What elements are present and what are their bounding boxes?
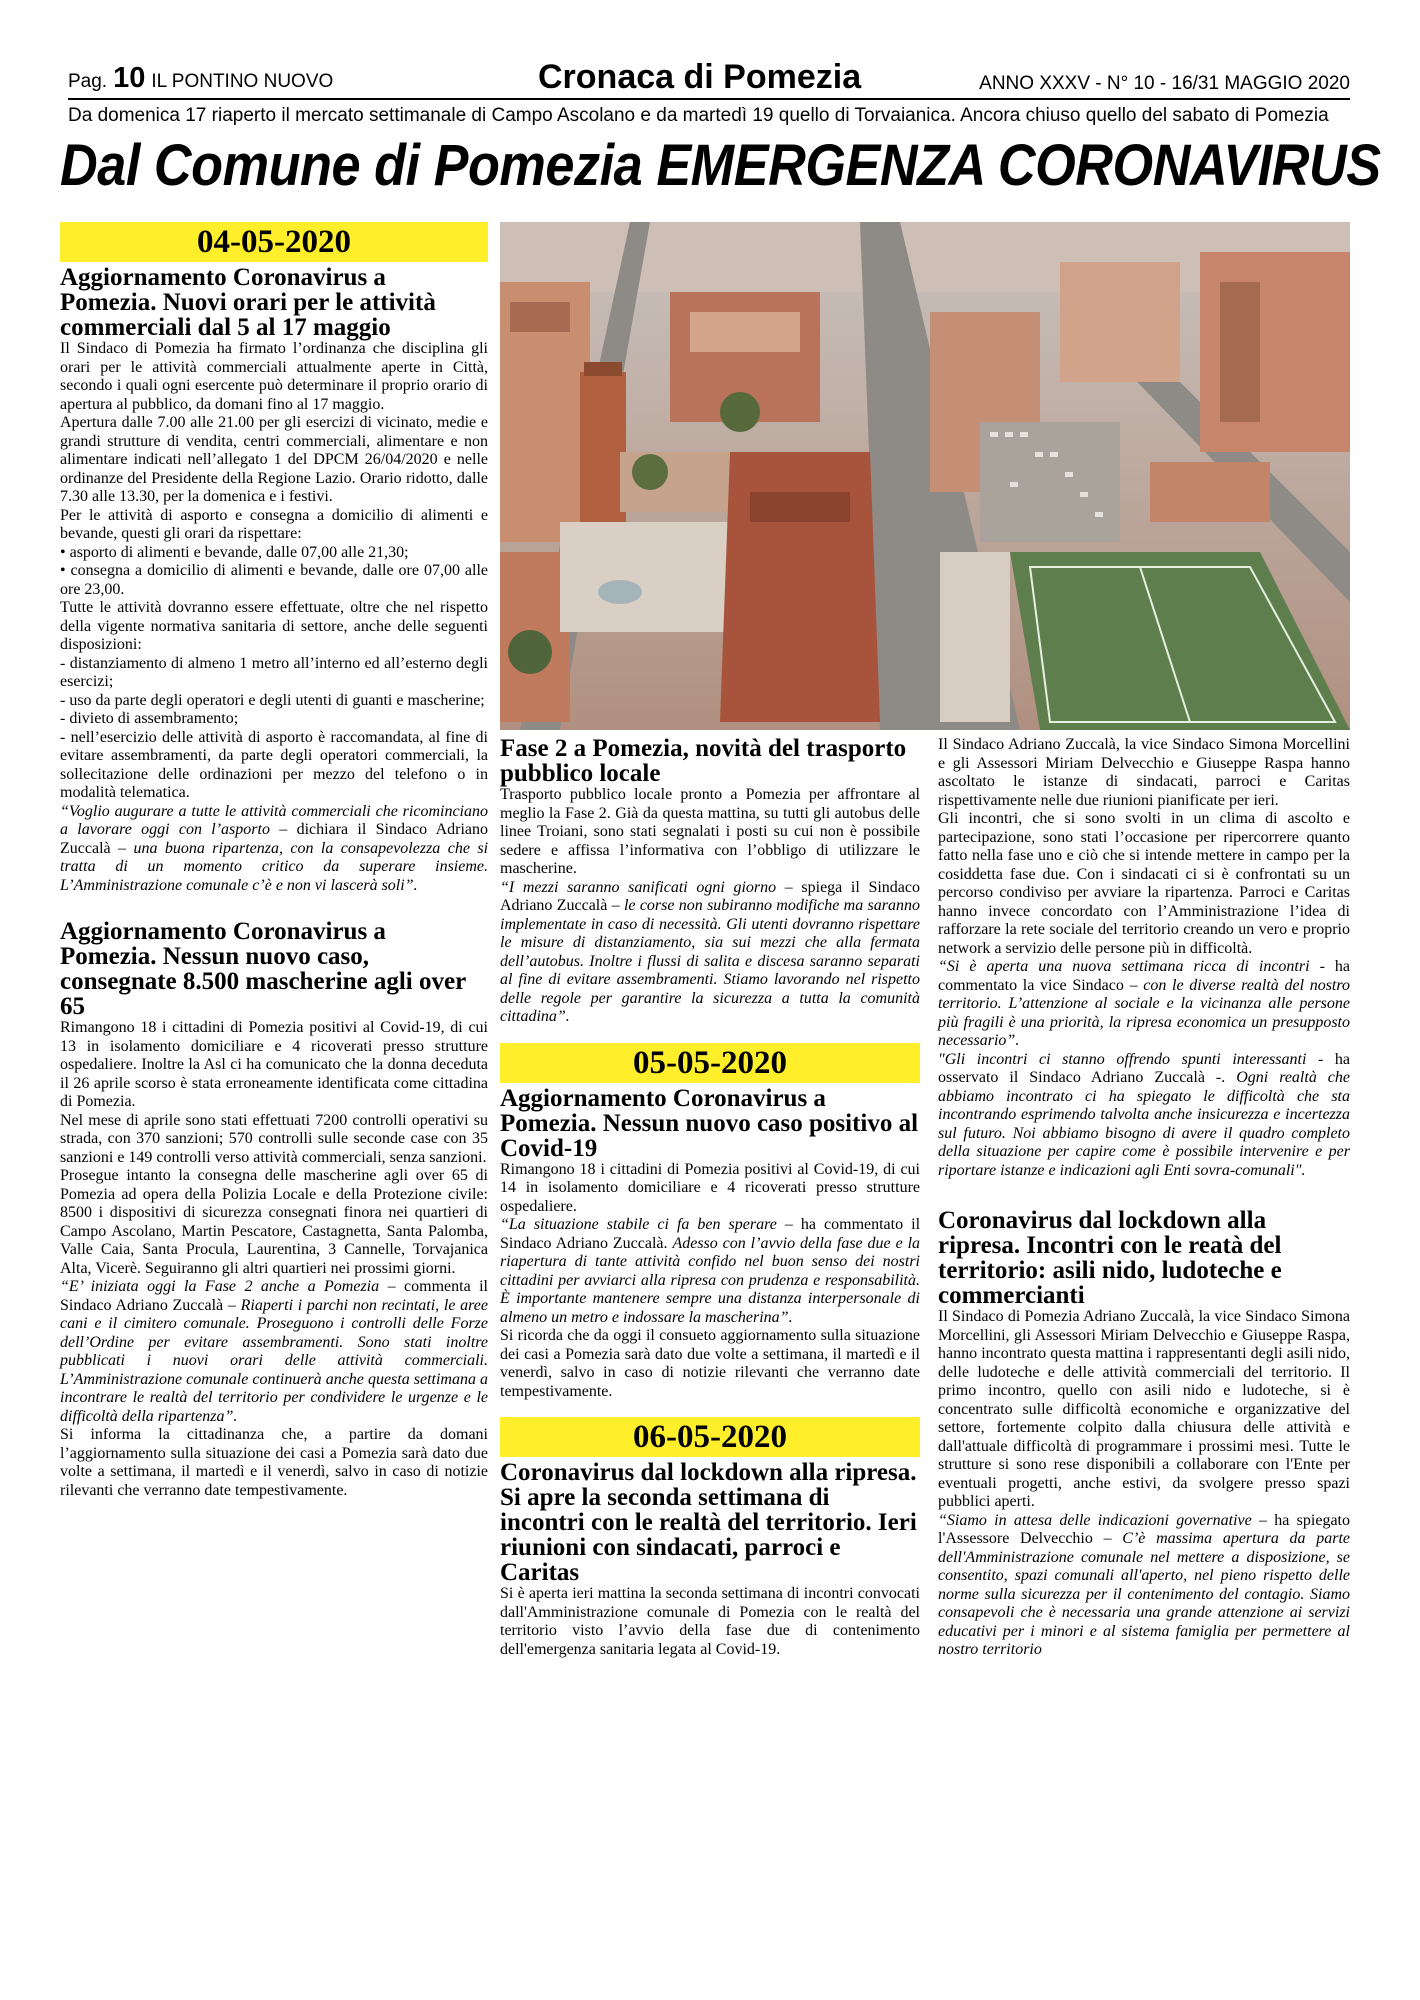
paragraph: Il Sindaco di Pomezia Adriano Zuccalà, la vice Sindaco Simona Morcellini, gli Assessori Miriam Delvecchio e Giuseppe Raspa, hanno incontrato questa mattina i rappresentanti degli asili nido, delle ludoteche e delle attività commerciali del territorio. Il primo incontro, quello con asili nido e ludoteche, si è concentrato sulle difficoltà economiche e organizzative del settore, fortemente colpito dalla chiusura delle attività e dall'attuale difficoltà di programmare i prossimi mesi. Tutte le strutture si sono rese disponibili a collaborare con l'Ente per eventuali progetti, anche estivi, da svolgere presso spazi pubblici aperti. bbox=[938, 1308, 1350, 1510]
issue-info: ANNO XXXV - N° 10 - 16/31 MAGGIO 2020 bbox=[979, 73, 1350, 94]
paragraph: Si è aperta ieri mattina la seconda settimana di incontri convocati dall'Amministrazione comunale di Pomezia con le realtà del territorio visto l’avvio della fase due di contenimento dell'emergenza sanitaria legata al Covid-19. bbox=[500, 1585, 920, 1658]
paragraph: Rimangono 18 i cittadini di Pomezia positivi al Covid-19, di cui 14 in isolamento domiciliare e 4 ricoverati presso strutture ospedaliere. bbox=[500, 1160, 920, 1215]
masthead bbox=[68, 58, 1350, 100]
quote-paragraph: “Voglio augurare a tutte le attività commerciali che ricominciano a lavorare oggi con l’asporto – dichiara il Sindaco Adriano Zuccalà – una buona ripartenza, con la consapevolezza che si tratta di un momento critico da superare insieme. L’Amministrazione comunale c’è e non vi lascerà soli”. bbox=[60, 802, 489, 894]
quote-paragraph: “Siamo in attesa delle indicazioni governative – ha spiegato l'Assessore Delvecchio – C’è massima apertura da parte dell'Amministrazione comunale nel mettere a disposizione, se consentito, spazi comunali all'aperto, nel pieno rispetto delle norme sulla sicurezza per il contenimento del contagio. Siamo consapevoli che è necessaria una grande attenzione ai servizi educativi per i minori e al sistema famiglia per permettere al nostro territorio bbox=[938, 1511, 1351, 1658]
paragraph: • asporto di alimenti e bevande, dalle 07,00 alle 21,30; bbox=[60, 543, 409, 561]
quote-paragraph: “La situazione stabile ci fa ben sperare – ha commentato il Sindaco Adriano Zuccalà. Adesso con l’avvio della fase due e la riapertura di tante attività confido nel buon senso dei nostri cittadini per avviarci alla ripresa con prudenza e responsabilità. È importante mantenere sempre una distanza interpersonale di almeno un metro e indossare la mascherina”. bbox=[500, 1216, 921, 1326]
section-title: Cronaca di Pomezia bbox=[538, 58, 862, 96]
article-title: Aggiornamento Coronavirus a Pomezia. Nessun nuovo caso positivo al Covid-19 bbox=[500, 1084, 919, 1162]
middle-column bbox=[500, 736, 920, 1659]
article-title: Coronavirus dal lockdown alla ripresa. Si apre la seconda settimana di incontri con le realtà del territorio. Ieri riunioni con sindacati, parroci e Caritas bbox=[500, 1459, 917, 1586]
paragraph: - distanziamento di almeno 1 metro all’interno ed all’esterno degli esercizi; bbox=[60, 654, 488, 690]
quote-paragraph: “Si è aperta una nuova settimana ricca di incontri - ha commentato la vice Sindaco – con le diverse realtà del nostro territorio. L’attenzione al sociale e la vicinanza alle persone più fragili è una priorità, la ripresa economica un presupposto necessario”. bbox=[938, 958, 1351, 1049]
paragraph: Si ricorda che da oggi il consueto aggiornamento sulla situazione dei casi a Pomezia sarà dato due volte a settimana, il martedì e il venerdì, salvo in caso di notizie rilevanti che verranno date tempestivamente. bbox=[500, 1327, 920, 1400]
aerial-photo-illustration bbox=[500, 222, 1350, 730]
paragraph: Nel mese di aprile sono stati effettuati 7200 controlli operativi su strada, con 370 sanzioni; 570 controlli sulle seconde case con 35 sanzioni e 149 controlli verso attività commerciali, senza sanzioni. bbox=[60, 1111, 488, 1166]
paragraph: Il Sindaco di Pomezia ha firmato l’ordinanza che disciplina gli orari per le attività commerciali attualmente aperte in Città, secondo i quali ogni esercente può determinare il proprio orario di apertura al pubblico, da domani fino al 17 maggio. bbox=[60, 340, 488, 413]
right-column bbox=[938, 736, 1350, 1660]
article-title: Aggiornamento Coronavirus a Pomezia. Nuovi orari per le attività commerciali dal 5 al 17 maggio bbox=[60, 264, 436, 341]
article-body bbox=[60, 1019, 488, 1500]
article-body bbox=[938, 1308, 1350, 1660]
paragraph: Il Sindaco Adriano Zuccalà, la vice Sindaco Simona Morcellini e gli Assessori Miriam Delvecchio e Giuseppe Raspa hanno ascoltato le istanze di sindacati, parroci e Caritas rispettivamente nelle due riunioni pianificate per ieri. bbox=[938, 736, 1350, 809]
page-label: Pag. 10 IL PONTINO NUOVO bbox=[68, 62, 334, 94]
quote-paragraph: “E’ iniziata oggi la Fase 2 anche a Pomezia – commenta il Sindaco Adriano Zuccalà – Riaperti i parchi non recintati, le aree cani e il cimitero comunale. Proseguono i controlli delle Forze dell’Ordine per evitare assembramenti. Sono stati inoltre pubblicati i nuovi orari delle attività commerciali. L’Amministrazione comunale continuerà anche questa settimana a incontrare le realtà del territorio per condividere le urgenze e le difficoltà della ripartenza”. bbox=[60, 1278, 489, 1425]
article-body bbox=[500, 786, 920, 1027]
paragraph: - uso da parte degli operatori e degli utenti di guanti e mascherine; bbox=[60, 691, 485, 709]
quote-paragraph: “I mezzi saranno sanificati ogni giorno – spiega il Sindaco Adriano Zuccalà – le corse non subiranno modifiche ma saranno implementate in caso di necessità. Gli utenti dovranno rispettare le misure di distanziamento, sia sui mezzi che alla fermata dell’autobus. Inoltre i flussi di salita e discesa saranno separati al fine di evitare assembramenti. Stiamo lavorando nel rispetto delle regole per garantire la sicurezza a tutta la comunità cittadina”. bbox=[500, 878, 921, 1025]
paragraph: - divieto di assembramento; bbox=[60, 710, 239, 727]
paragraph: Apertura dalle 7.00 alle 21.00 per gli esercizi di vicinato, medie e grandi strutture di vendita, centri commerciali, alimentare e non alimentare indicati nell’allegato 1 del DPCM 26/04/2020 e nelle ordinanze del Presidente della Regione Lazio. Orario ridotto, dalle 7.30 alle 13.30, per la domenica e i festivi. bbox=[60, 414, 488, 505]
quote-paragraph: "Gli incontri ci stanno offrendo spunti interessanti - ha osservato il Sindaco Adriano Zuccalà -. Ogni realtà che abbiamo incontrato ci ha spiegato le difficoltà che sta incontrando esprimendo talvolta anche insicurezza e incertezza sul futuro. Noi abbiamo bisogno di avere il quadro completo della situazione per capire come è possibile intervenire e per riportare istanze e indicazioni agli Enti sovra-comunali". bbox=[938, 1050, 1350, 1179]
article-body bbox=[500, 1161, 920, 1402]
left-column bbox=[60, 222, 488, 1500]
article-title: Aggiornamento Coronavirus a Pomezia. Nessun nuovo caso, consegnate 8.500 mascherine agli over 65 bbox=[60, 918, 466, 1020]
article-body bbox=[938, 736, 1350, 1180]
paragraph: Si informa la cittadinanza che, a partire da domani l’aggiornamento sulla situazione dei casi a Pomezia sarà dato due volte a settimana, il martedì e il venerdì, salvo in caso di notizie rilevanti che verranno date tempestivamente. bbox=[60, 1426, 488, 1499]
article-title: Coronavirus dal lockdown alla ripresa. Incontri con le reatà del territorio: asili nido, ludoteche e commercianti bbox=[938, 1207, 1282, 1309]
date-banner: 04-05-2020 bbox=[60, 222, 488, 262]
date-banner: 06-05-2020 bbox=[500, 1417, 920, 1457]
date-banner: 05-05-2020 bbox=[500, 1043, 920, 1083]
paragraph: Per le attività di asporto e consegna a domicilio di alimenti e bevande, questi gli orari da rispettare: bbox=[60, 506, 488, 542]
main-headline: Dal Comune di Pomezia EMERGENZA CORONAVIRUS bbox=[60, 133, 1381, 198]
paper-name: IL PONTINO NUOVO bbox=[151, 71, 334, 92]
paragraph: Prosegue intanto la consegna delle mascherine agli over 65 di Pomezia ad opera della Polizia Locale e della Protezione civile: 8500 i dispositivi di sicurezza consegnati finora nei quartieri di Campo Ascolano, Martin Pescatore, Castagnetta, Santa Palomba, Valle Caia, Santa Procula, Laurentina, 3 Cannelle, Torvajanica Alta, Vicerè. Seguiranno gli altri quartieri nei prossimi giorni. bbox=[60, 1167, 488, 1277]
paragraph: - nell’esercizio delle attività di asporto è raccomandata, al fine di evitare assembramenti, da parte degli operatori commerciali, la sollecitazione delle ordinazioni per mezzo del telefono o in modalità telematica. bbox=[60, 728, 488, 801]
paragraph: Tutte le attività dovranno essere effettuate, oltre che nel rispetto della vigente normativa sanitaria di settore, anche delle seguenti disposizioni: bbox=[60, 599, 488, 653]
subheadline: Da domenica 17 riaperto il mercato settimanale di Campo Ascolano e da martedì 19 quello di Torvaianica. Ancora chiuso quello del sabato di Pomezia bbox=[68, 105, 1329, 126]
article-body bbox=[60, 340, 488, 895]
paragraph: • consegna a domicilio di alimenti e bevande, dalle ore 07,00 alle ore 23,00. bbox=[60, 562, 488, 598]
page-number: 10 bbox=[113, 62, 146, 94]
paragraph: Gli incontri, che si sono svolti in un clima di ascolto e partecipazione, sono stati l’occasione per ripercorrere quanto fatto nella fase uno e ciò che si intende mettere in campo per la cosiddetta fase due. Con i sindacati ci si è confrontati su un percorso condiviso per avviare la ripartenza. Parroci e Caritas hanno invece concordato con l’Amministrazione l’idea di rafforzare la rete sociale del territorio creando un vero e proprio network a servizio delle persone più in difficoltà. bbox=[938, 810, 1350, 957]
article-title: Fase 2 a Pomezia, novità del trasporto pubblico locale bbox=[500, 735, 907, 787]
aerial-city-photo bbox=[500, 222, 1350, 730]
paragraph: Trasporto pubblico locale pronto a Pomezia per affrontare al meglio la Fase 2. Già da questa mattina, su tutti gli autobus delle linee Troiani, sono stati segnalati i posti su cui non è possibile sedere e affissa l’informativa con l’obbligo di utilizzare le mascherine. bbox=[500, 786, 920, 877]
article-body bbox=[500, 1585, 920, 1659]
paragraph: Rimangono 18 i cittadini di Pomezia positivi al Covid-19, di cui 13 in isolamento domiciliare e 4 ricoverati presso strutture ospedaliere. Inoltre la Asl ci ha comunicato che la donna deceduta il 26 aprile scorso è stata erroneamente identificata come cittadina di Pomezia. bbox=[60, 1019, 488, 1110]
